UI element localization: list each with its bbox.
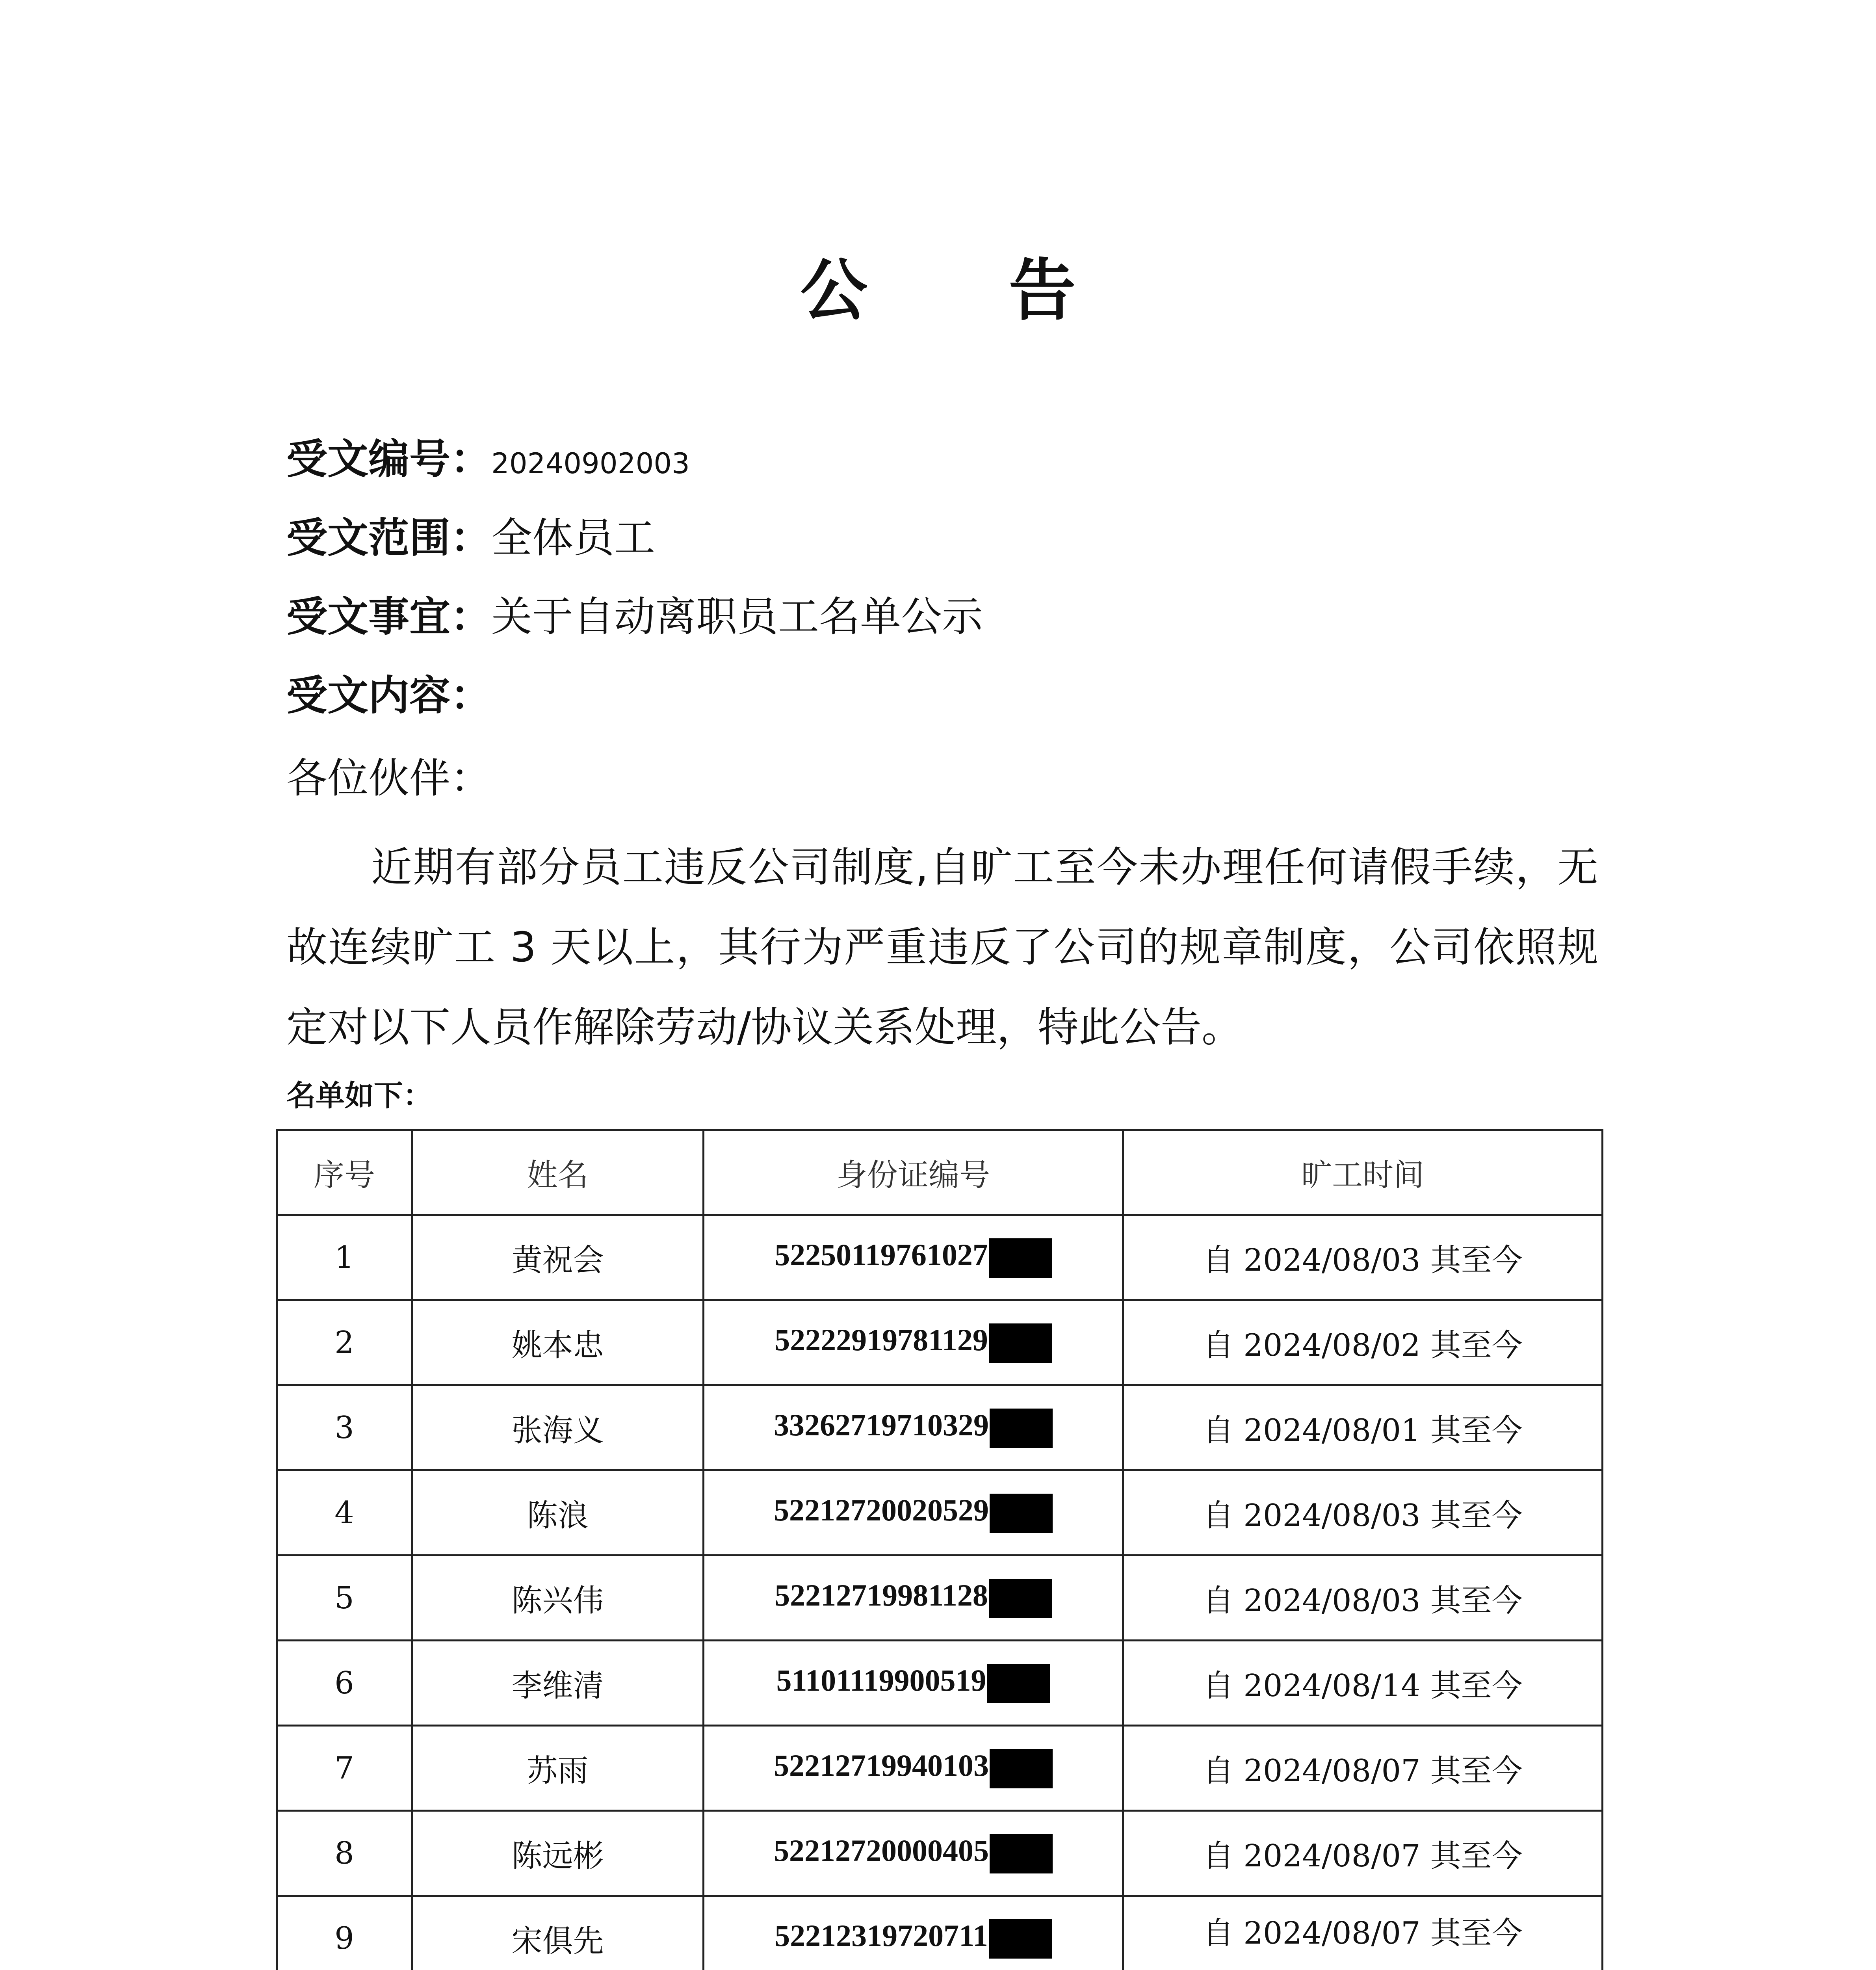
field-value: 关于自动离职员工名单公示	[491, 593, 983, 641]
table-row	[277, 1556, 1603, 1641]
table-row	[277, 1470, 1603, 1556]
redaction-block	[989, 1238, 1052, 1278]
row-id	[704, 1470, 1123, 1556]
row-id	[704, 1385, 1123, 1470]
id-number: 51101119900519	[776, 1663, 986, 1697]
field-subject	[286, 591, 983, 642]
field-label: 受文范围：	[286, 514, 492, 562]
redaction-block	[990, 1834, 1053, 1873]
row-name: 李维清	[412, 1641, 704, 1726]
redaction-block	[989, 1919, 1052, 1959]
document-title: 公 告	[800, 252, 1135, 330]
row-no: 9	[277, 1896, 412, 1970]
id-number: 52212720000405	[774, 1833, 989, 1868]
list-title: 名单如下：	[286, 1079, 432, 1113]
redaction-block	[990, 1749, 1053, 1788]
row-name: 张海义	[412, 1385, 704, 1470]
field-value: 全体员工	[491, 514, 656, 562]
row-id	[704, 1556, 1123, 1641]
row-date: 自 2024/08/07 其至今	[1123, 1726, 1603, 1811]
row-name: 陈兴伟	[412, 1556, 704, 1641]
table-row	[277, 1641, 1603, 1726]
id-number: 52250119761027	[775, 1237, 988, 1272]
row-name: 陈浪	[412, 1470, 704, 1556]
redaction-block	[989, 1579, 1052, 1618]
field-content	[286, 670, 491, 721]
row-no: 2	[277, 1300, 412, 1385]
table-row	[277, 1896, 1603, 1970]
redaction-block	[987, 1664, 1050, 1703]
id-number: 33262719710329	[774, 1407, 989, 1442]
row-no: 3	[277, 1385, 412, 1470]
row-no: 6	[277, 1641, 412, 1726]
row-id	[704, 1641, 1123, 1726]
row-date: 自 2024/08/03 其至今	[1123, 1215, 1603, 1300]
row-date: 自 2024/08/01 其至今	[1123, 1385, 1603, 1470]
id-number: 52212719981128	[775, 1578, 988, 1612]
field-label: 受文事宜：	[286, 593, 492, 641]
row-id	[704, 1215, 1123, 1300]
redaction-block	[990, 1494, 1053, 1533]
row-no: 5	[277, 1556, 412, 1641]
header-id: 身份证编号	[704, 1130, 1123, 1215]
table-row	[277, 1215, 1603, 1300]
id-number: 52212319720711	[775, 1918, 988, 1953]
row-no: 7	[277, 1726, 412, 1811]
row-no: 4	[277, 1470, 412, 1556]
field-value: 20240902003	[491, 447, 690, 480]
header-name: 姓名	[412, 1130, 704, 1215]
id-number: 52212719940103	[774, 1748, 989, 1782]
row-name: 陈远彬	[412, 1811, 704, 1896]
table-header-row	[277, 1130, 1603, 1215]
field-label: 受文编号：	[286, 435, 492, 483]
row-id	[704, 1726, 1123, 1811]
employee-table	[276, 1129, 1603, 1970]
table-row	[277, 1385, 1603, 1470]
row-name: 宋俱先	[412, 1896, 704, 1970]
body-paragraph: 近期有部分员工违反公司制度,自旷工至今未办理任何请假手续，无故连续旷工 3 天以上，其行为严重违反了公司的规章制度，公司依照规定对以下人员作解除劳动/协议关系处理，特此公告。	[286, 843, 1598, 1051]
field-doc-number	[286, 433, 690, 489]
row-id	[704, 1300, 1123, 1385]
table-row	[277, 1811, 1603, 1896]
redaction-block	[989, 1323, 1052, 1363]
row-name: 姚本忠	[412, 1300, 704, 1385]
row-date: 自 2024/08/07 其至今	[1123, 1811, 1603, 1896]
table-row	[277, 1726, 1603, 1811]
row-date: 自 2024/08/14 其至今	[1123, 1641, 1603, 1726]
id-number: 52212720020529	[774, 1492, 989, 1527]
row-date: 自 2024/08/02 其至今	[1123, 1300, 1603, 1385]
row-date: 自 2024/08/03 其至今	[1123, 1556, 1603, 1641]
header-date: 旷工时间	[1123, 1130, 1603, 1215]
field-label: 受文内容：	[286, 671, 492, 719]
row-id	[704, 1896, 1123, 1970]
row-no: 1	[277, 1215, 412, 1300]
row-date: 自 2024/08/07 其至今	[1123, 1896, 1603, 1970]
field-scope	[286, 512, 655, 563]
table-row	[277, 1300, 1603, 1385]
row-name: 苏雨	[412, 1726, 704, 1811]
row-date: 自 2024/08/03 其至今	[1123, 1470, 1603, 1556]
row-no: 8	[277, 1811, 412, 1896]
greeting: 各位伙伴：	[286, 754, 492, 802]
id-number: 52222919781129	[775, 1322, 988, 1357]
redaction-block	[990, 1409, 1053, 1448]
header-no: 序号	[277, 1130, 412, 1215]
row-id	[704, 1811, 1123, 1896]
row-name: 黄祝会	[412, 1215, 704, 1300]
